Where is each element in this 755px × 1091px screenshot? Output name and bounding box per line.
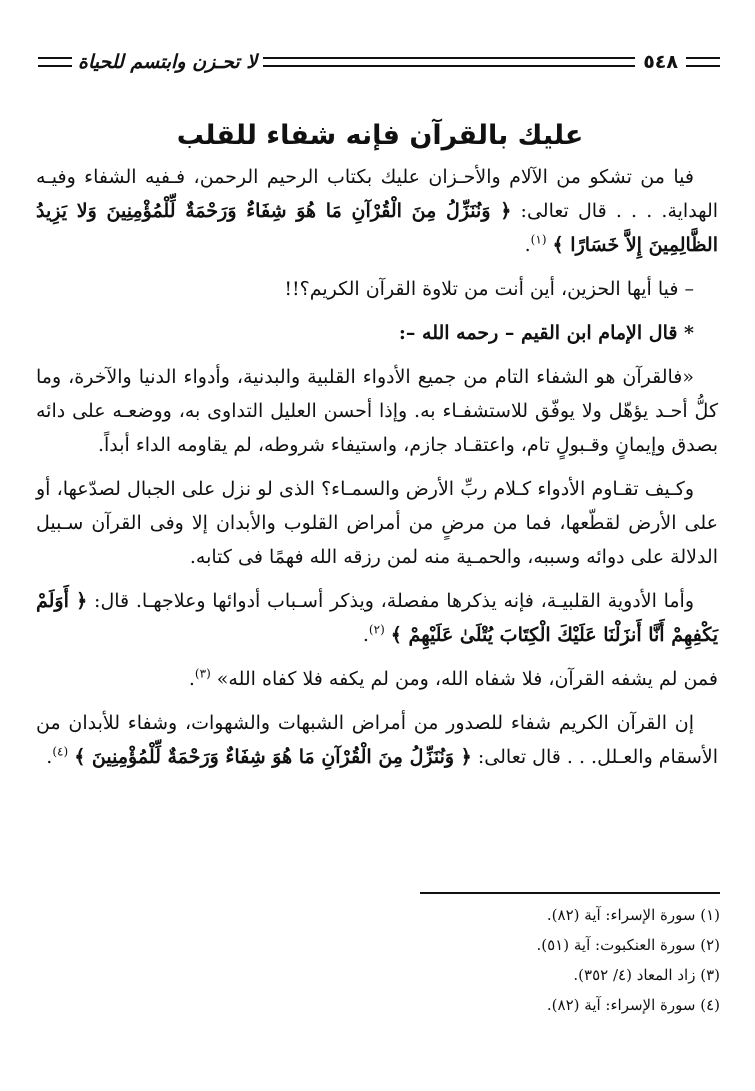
quran-verse-2: ﴿ أَوَلَمْ يَكْفِهِمْ أَنَّا أَنزَلْنَا عَلَيْكَ الْكِتَابَ يُتْلَىٰ عَلَيْهِمْ ﴾ xyxy=(36,590,718,646)
footnote-1: (١) سورة الإسراء: آية (٨٢). xyxy=(546,906,720,924)
paragraph-1: فيا من تشكو من الآلام والأحـزان عليك بكتاب الرحيم الرحمن، فـفيه الشفاء وفيـه الهداية. . . . قال تعالى: ﴿ وَنُنَزِّلُ مِنَ الْقُرْآنِ مَا هُوَ شِفَاءٌ وَرَحْمَةٌ لِّلْمُؤْمِنِينَ وَلا يَزِيدُ الظَّالِمِينَ إِلاَّ خَسَارًا ﴾ $^{(١)}$. xyxy=(36,166,719,256)
footnote-ref-4: (٤) xyxy=(52,744,69,759)
paragraph-7-text: فمن لم يشفه القرآن، فلا شفاه الله، ومن لم يكفه فلا كفاه الله» xyxy=(216,668,718,690)
header-rule-right xyxy=(686,57,720,67)
footnote-ref-3: (٣) xyxy=(194,666,211,681)
quran-verse-1: ﴿ وَنُنَزِّلُ مِنَ الْقُرْآنِ مَا هُوَ شِفَاءٌ وَرَحْمَةٌ لِّلْمُؤْمِنِينَ وَلا يَزِيدُ الظَّالِمِينَ إِلاَّ خَسَارًا ﴾ xyxy=(36,200,718,256)
paragraph-7: فمن لم يشفه القرآن، فلا شفاه الله، ومن لم يكفه فلا كفاه الله» $^{(٣)}$. xyxy=(188,666,718,690)
paragraph-5: وكـيف تقـاوم الأدواء كـلام ربِّ الأرض والسمـاء؟ الذى لو نزل على الجبال لصدّعها، أو على الأرض لقطّعها، فما من مرضٍ من أمراض القلوب والأبدان إلا وفى القرآن سـبيل الدلالة على دوائه وسببه، والحمـية منه لمن رزقه الله فهمًا فى كتابه. xyxy=(36,478,718,568)
footnote-4: (٤) سورة الإسراء: آية (٨٢). xyxy=(546,996,720,1014)
footnote-3: (٣) زاد المعاد (٤/ ٣٥٢). xyxy=(573,966,720,984)
paragraph-6-text: وأما الأدوية القلبيـة، فإنه يذكرها مفصلة، ويذكر أسـباب أدوائها وعلاجهـا. قال: xyxy=(94,590,694,612)
header-rule-left xyxy=(38,57,72,67)
footnotes xyxy=(300,900,720,1020)
paragraph-3-subheading: * قال الإمام ابن القيم – رحمه الله –: xyxy=(398,322,694,344)
page-header xyxy=(38,44,720,80)
quran-verse-3: ﴿ وَنُنَزِّلُ مِنَ الْقُرْآنِ مَا هُوَ شِفَاءٌ وَرَحْمَةٌ لِّلْمُؤْمِنِينَ ﴾ xyxy=(74,746,472,768)
header-rule-middle xyxy=(263,57,635,67)
paragraph-4: «فالقرآن هو الشفاء التام من جميع الأدواء القلبية والبدنية، وأدواء الدنيا والآخرة، وما كلُّ أحـد يؤهّل ولا يوفّق للاستشفـاء به. وإذا أحسن العليل التداوى به، ووضعـه على دائه بصدق وإيمانٍ وقـبولٍ تام، واعتقـاد جازم، واستيفاء شروطه، لم يقاومه الداء أبداً. xyxy=(36,366,718,456)
paragraph-2: – فيا أيها الحزين، أين أنت من تلاوة القرآن الكريم؟!! xyxy=(284,278,694,300)
footnote-divider xyxy=(420,892,720,894)
paragraph-6: وأما الأدوية القلبيـة، فإنه يذكرها مفصلة، ويذكر أسـباب أدوائها وعلاجهـا. قال: ﴿ أَوَلَمْ يَكْفِهِمْ أَنَّا أَنزَلْنَا عَلَيْكَ الْكِتَابَ يُتْلَىٰ عَلَيْهِمْ ﴾ $^{(٢)}$. xyxy=(36,590,718,646)
paragraph-8-text: إن القرآن الكريم شفاء للصدور من أمراض الشبهات والشهوات، وشفاء للأبدان من الأسقام والعـلل. . . قال تعالى: xyxy=(36,712,718,768)
footnote-2: (٢) سورة العنكبوت: آية (٥١). xyxy=(536,936,720,954)
footnote-ref-2: (٢) xyxy=(368,622,385,637)
paragraph-1-text: فيا من تشكو من الآلام والأحـزان عليك بكتاب الرحيم الرحمن، فـفيه الشفاء وفيـه الهداية. . . . قال تعالى: xyxy=(36,166,719,222)
paragraph-8: إن القرآن الكريم شفاء للصدور من أمراض الشبهات والشهوات، وشفاء للأبدان من الأسقام والعـلل. . . قال تعالى: ﴿ وَنُنَزِّلُ مِنَ الْقُرْآنِ مَا هُوَ شِفَاءٌ وَرَحْمَةٌ لِّلْمُؤْمِنِينَ ﴾ $^{(٤)}$. xyxy=(36,712,718,768)
body-text xyxy=(36,160,718,784)
book-title: لا تحـزن وابتسم للحياة xyxy=(78,51,258,73)
footnote-ref-1: (١) xyxy=(530,232,547,247)
page-number: ٥٤٨ xyxy=(643,51,678,73)
section-title: عليك بالقرآن فإنه شفاء للقلب xyxy=(176,120,584,151)
